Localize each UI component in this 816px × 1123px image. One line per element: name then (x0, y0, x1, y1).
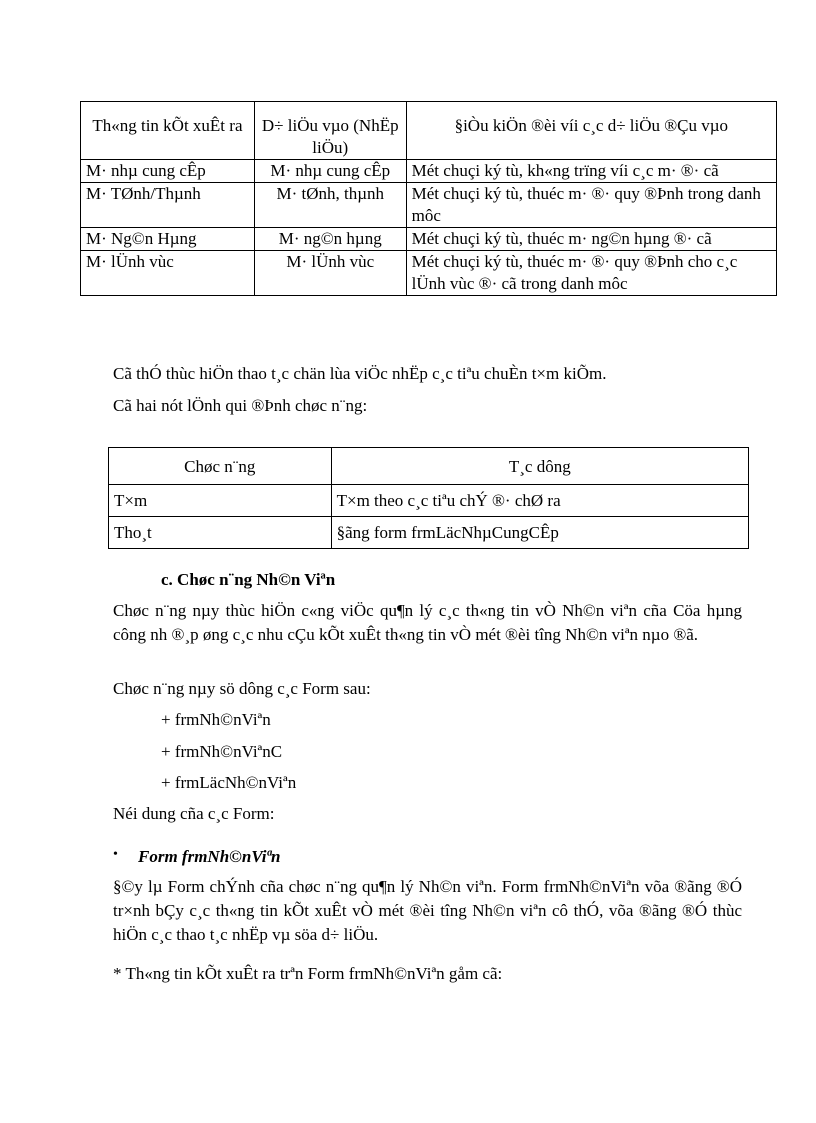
info-paragraph: * Th«ng tin kÕt xuÊt ra trªn Form frmNh©nViªn gåm cã: (113, 964, 503, 983)
requirements-table (80, 101, 777, 296)
cell-condition: Mét chuçi ký tù, thuéc m· ng©n hµng ®· cã (406, 228, 776, 251)
content-paragraph: Néi dung cña c¸c Form: (113, 804, 275, 823)
cell-output: M· nhµ cung cÊp (81, 160, 255, 183)
section-heading: c. Chøc n¨ng Nh©n Viªn (161, 570, 336, 589)
buttons-paragraph: Cã hai nót lÖnh qui ®Þnh chøc n¨ng: (113, 396, 368, 415)
cell-output: M· Ng©n Hµng (81, 228, 255, 251)
cell-output: M· TØnh/Thµnh (81, 183, 255, 228)
form-list-item: + frmLäcNh©nViªn (161, 773, 297, 792)
cell-effect: §ãng form frmLäcNhµCungCÊp (331, 517, 748, 549)
form-description-paragraph: §©y lµ Form chÝnh cña chøc n¨ng qu¶n lý Nh©n viªn. Form frmNh©nViªn võa ®ãng ®Ó tr×nh bÇy c¸c th«ng tin kÕt xuÊt vÒ mét ®èi tîng Nh©n viªn cô thÓ, võa ®ãng ®Ó thùc hiÖn c¸c thao t¸c nhËp vµ söa d÷ liÖu. (113, 877, 742, 944)
cell-input: M· tØnh, thµnh (254, 183, 406, 228)
cell-function: Tho¸t (109, 517, 332, 549)
intro-paragraph: Chøc n¨ng nµy thùc hiÖn c«ng viÖc qu¶n lý c¸c th«ng tin vÒ Nh©n viªn cña Cöa hµng công nh ®¸p øng c¸c nhu cÇu kÕt xuÊt th«ng tin vÒ mét ®èi tîng Nh©n viªn nµo ®ã. (113, 601, 742, 644)
table-row (81, 160, 777, 183)
table-row (81, 183, 777, 228)
header-function: Chøc n¨ng (109, 448, 332, 485)
cell-input: M· ng©n hµng (254, 228, 406, 251)
cell-input: M· lÜnh vùc (254, 251, 406, 296)
cell-effect: T×m theo c¸c tiªu chÝ ®· chØ ra (331, 485, 748, 517)
header-output-info: Th«ng tin kÕt xuÊt ra (81, 102, 255, 160)
form-list-item: + frmNh©nViªnC (161, 742, 283, 761)
cell-condition: Mét chuçi ký tù, thuéc m· ®· quy ®Þnh cho c¸c lÜnh vùc ®· cã trong danh môc (406, 251, 776, 296)
table-row (109, 517, 749, 549)
header-effect: T¸c dông (331, 448, 748, 485)
table-row (81, 251, 777, 296)
table-row (81, 228, 777, 251)
cell-output: M· lÜnh vùc (81, 251, 255, 296)
cell-function: T×m (109, 485, 332, 517)
bullet-title: Form frmNh©nViªn (138, 847, 281, 866)
cell-condition: Mét chuçi ký tù, thuéc m· ®· quy ®Þnh trong danh môc (406, 183, 776, 228)
header-conditions: §iÒu kiÖn ®èi víi c¸c d÷ liÖu ®Çu vµo (406, 102, 776, 160)
cell-condition: Mét chuçi ký tù, kh«ng trïng víi c¸c m· ®· cã (406, 160, 776, 183)
header-input-data: D÷ liÖu vµo (NhËp liÖu) (254, 102, 406, 160)
table-header-row (81, 102, 777, 160)
cell-input: M· nhµ cung cÊp (254, 160, 406, 183)
form-list-item: + frmNh©nViªn (161, 710, 271, 729)
search-paragraph: Cã thÓ thùc hiÖn thao t¸c chän lùa viÖc nhËp c¸c tiªu chuÈn t×m kiÕm. (113, 364, 607, 383)
table-header-row (109, 448, 749, 485)
forms-paragraph: Chøc n¨ng nµy sö dông c¸c Form sau: (113, 679, 371, 698)
table-row (109, 485, 749, 517)
function-table (108, 447, 749, 549)
bullet-icon: • (113, 847, 118, 862)
